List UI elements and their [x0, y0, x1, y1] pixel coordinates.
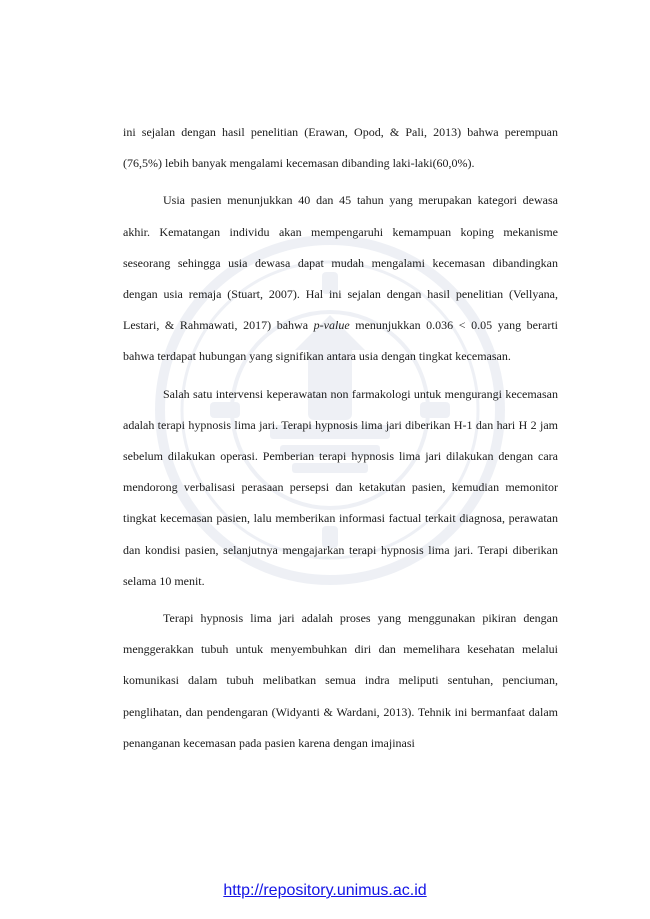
body-text	[123, 117, 558, 759]
repository-link[interactable]: http://repository.unimus.ac.id	[223, 882, 427, 899]
text-segment: ini sejalan dengan hasil penelitian (Erawan, Opod, & Pali, 2013) bahwa perempuan (76,5%) lebih banyak mengalami kecemasan dibanding laki-laki(60,0%).	[123, 125, 558, 171]
text-segment: Terapi hypnosis lima jari adalah proses yang menggunakan pikiran dengan menggerakkan tubuh untuk menyembuhkan diri dan memelihara kesehatan melalui komunikasi dalam tubuh melibatkan semua indra meliputi sentuhan, penciuman, penglihatan, dan pendengaran (Widyanti & Wardani, 2013). Tehnik ini bermanfaat dalam penanganan kecemasan pada pasien karena dengan imajinasi	[123, 611, 558, 750]
paragraph	[123, 185, 558, 372]
paragraph	[123, 603, 558, 759]
text-segment: Usia pasien menunjukkan 40 dan 45 tahun yang merupakan kategori dewasa akhir. Kematangan individu akan mempengaruhi kemampuan koping mekanisme seseorang sehingga usia dewasa dapat mudah mengalami kecemasan dibandingkan dengan usia remaja (Stuart, 2007). Hal ini sejalan dengan hasil penelitian (Vellyana, Lestari, & Rahmawati, 2017) bahwa	[123, 193, 558, 333]
text-segment: menunjukkan 0.036 < 0.05 yang berarti bahwa terdapat hubungan yang signifikan antara usia dengan tingkat kecemasan.	[123, 318, 558, 364]
text-segment: Salah satu intervensi keperawatan non farmakologi untuk mengurangi kecemasan adalah terapi hypnosis lima jari. Terapi hypnosis lima jari diberikan H-1 dan hari H 2 jam sebelum dilakukan operasi. Pemberian terapi hypnosis lima jari dilakukan dengan cara mendorong verbalisasi perasaan persepsi dan ketakutan pasien, kemudian memonitor tingkat kecemasan pasien, lalu memberikan informasi factual terkait diagnosa, perawatan dan kondisi pasien, selanjutnya mengajarkan terapi hypnosis lima jari. Terapi diberikan selama 10 menit.	[123, 386, 558, 588]
paragraph	[123, 379, 558, 597]
paragraph	[123, 117, 558, 179]
italic-term: p-value	[313, 318, 350, 333]
